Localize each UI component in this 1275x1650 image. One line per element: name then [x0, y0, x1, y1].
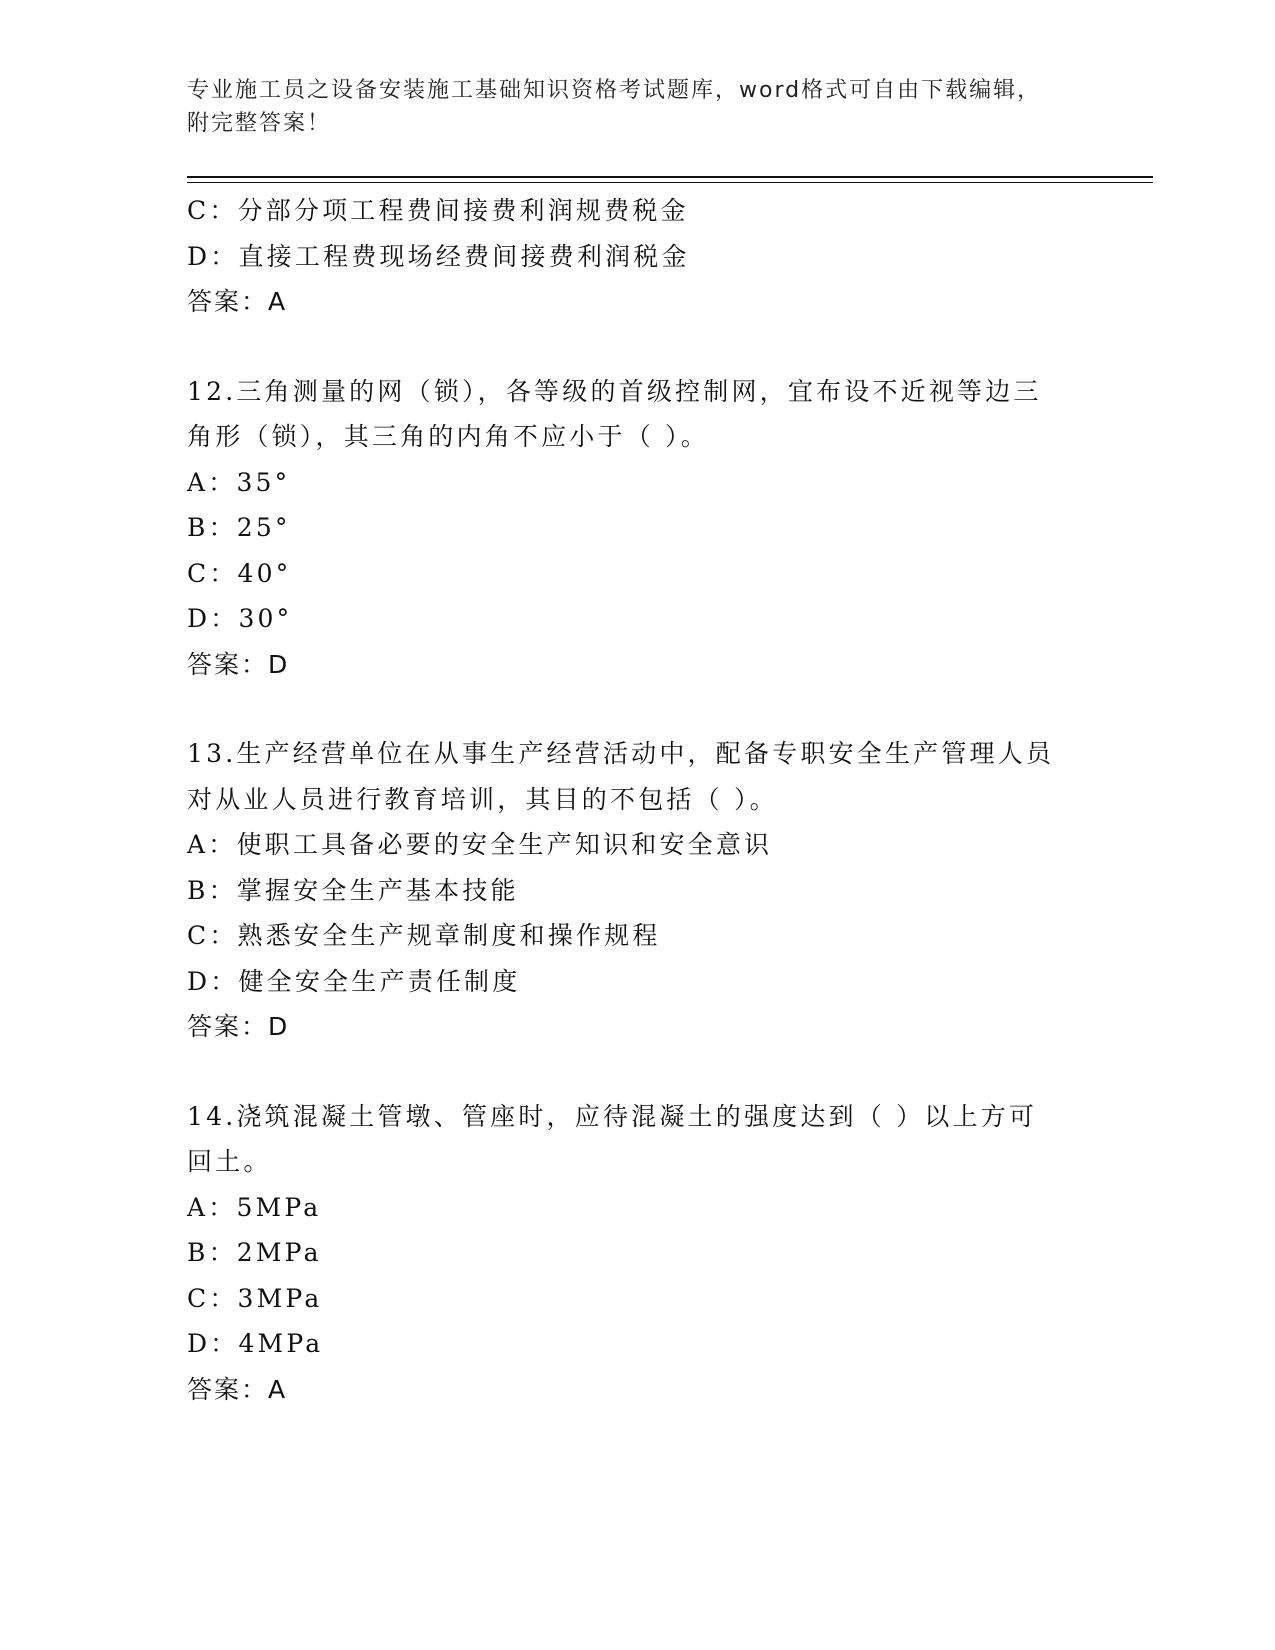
question-stem-line-1: 12.三角测量的网（锁），各等级的首级控制网，宜布设不近视等边三 [187, 376, 1042, 406]
question-13 [187, 731, 1087, 1050]
option-d: D：直接工程费现场经费间接费利润税金 [187, 241, 690, 271]
document-header [187, 74, 1087, 140]
header-line-1: 专业施工员之设备安装施工基础知识资格考试题库，word格式可自由下载编辑， [187, 78, 1042, 103]
header-line-2: 附完整答案！ [187, 111, 332, 136]
question-stem-line-1: 13.生产经营单位在从事生产经营活动中，配备专职安全生产管理人员 [187, 739, 1055, 768]
option-d: D：健全安全生产责任制度 [187, 966, 521, 996]
question-stem-line-1: 14.浇筑混凝土管墩、管座时，应待混凝土的强度达到（ ）以上方可 [187, 1101, 1038, 1131]
answer-line: 答案：A [187, 287, 288, 316]
answer-line: 答案：D [187, 1012, 290, 1041]
option-d: D：4MPa [187, 1329, 324, 1358]
option-c: C：熟悉安全生产规章制度和操作规程 [187, 921, 661, 950]
question-14 [187, 1094, 1087, 1413]
option-a: A：35° [187, 467, 291, 497]
header-divider-thick [187, 176, 1153, 178]
option-b: B：25° [187, 513, 291, 542]
option-c: C：40° [187, 558, 292, 588]
question-stem-line-2: 对从业人员进行教育培训，其目的不包括（ ）。 [187, 784, 778, 814]
option-a: A：使职工具备必要的安全生产知识和安全意识 [187, 830, 773, 859]
option-b: B：2MPa [187, 1238, 322, 1267]
question-stem-line-2: 角形（锁），其三角的内角不应小于（ ）。 [187, 422, 709, 451]
option-a: A：5MPa [187, 1192, 322, 1222]
option-b: B：掌握安全生产基本技能 [187, 875, 519, 905]
question-11-continued [187, 188, 1087, 325]
question-list [187, 188, 1087, 1412]
option-c: C：3MPa [187, 1283, 323, 1313]
option-c: C：分部分项工程费间接费利润规费税金 [187, 196, 689, 225]
answer-line: 答案：A [187, 1374, 288, 1404]
question-12 [187, 369, 1087, 688]
answer-line: 答案：D [187, 649, 290, 679]
option-d: D：30° [187, 604, 293, 633]
header-divider-thin [187, 182, 1153, 183]
question-stem-line-2: 回土。 [187, 1147, 272, 1176]
